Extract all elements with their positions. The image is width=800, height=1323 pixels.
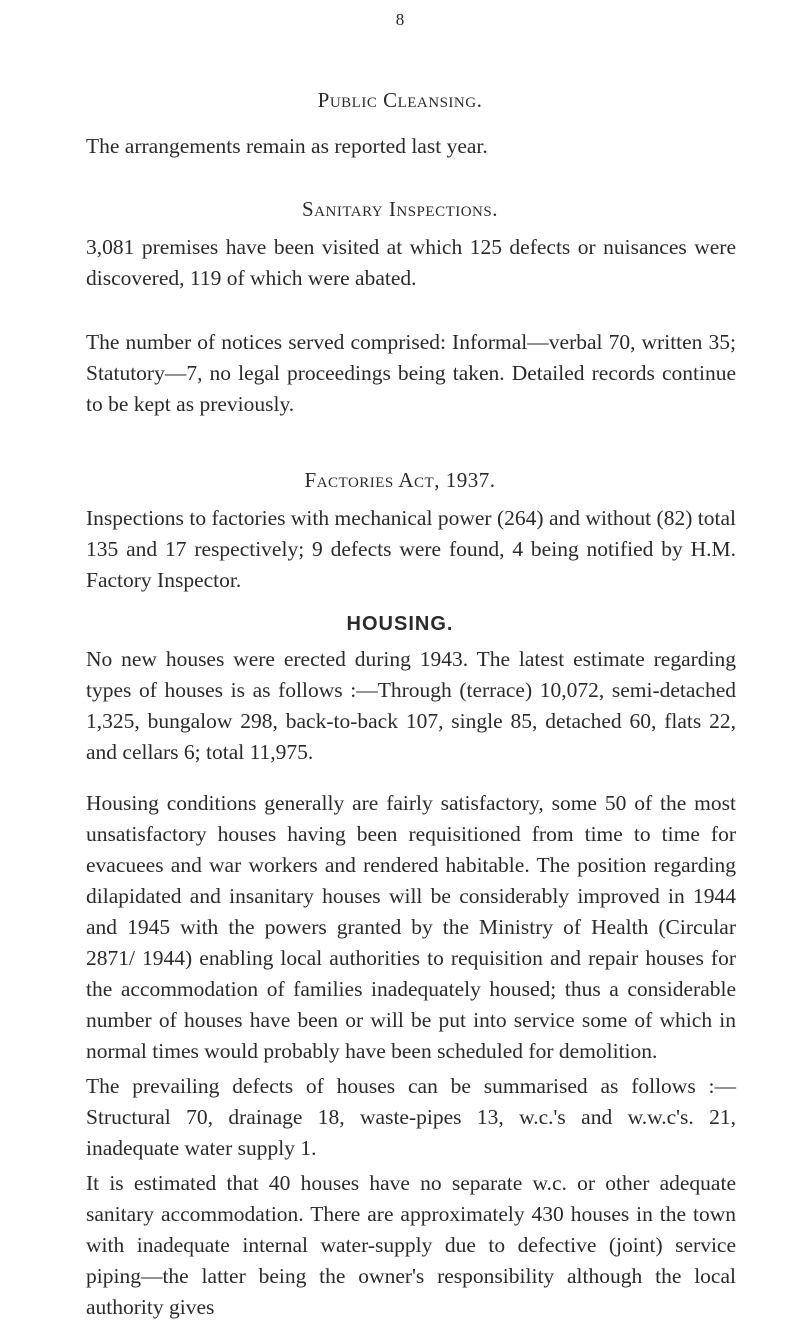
page-number: 8 [395, 10, 405, 29]
sanitary-inspections-paragraph-2: The number of notices served comprised: Informal—verbal 70, written 35; Statutory—7, no legal proceedings being taken. Detailed records continue to be kept as previously. [86, 330, 736, 416]
housing-paragraph-2: Housing conditions generally are fairly satisfactory, some 50 of the most unsatisfactory houses having been requisitioned from time to time for evacuees and war workers and rendered habitable. The position regarding dilapidated and insanitary houses will be considerably improved in 1944 and 1945 with the powers granted by the Ministry of Health (Circular 2871/ 1944) enabling local authorities to requisition and repair houses for the accommodation of families inadequately housed; thus a considerable number of houses have been or will be put into service some of which in normal times would probably have been scheduled for demolition. [86, 791, 736, 1063]
sanitary-inspections-paragraph-1: 3,081 premises have been visited at which 125 defects or nuisances were discovered, 119 of which were abated. [86, 235, 736, 290]
housing-heading: HOUSING. [346, 613, 454, 635]
housing-paragraph-3: The prevailing defects of houses can be summarised as follows :—Structural 70, drainage 18, waste-pipes 13, w.c.'s and w.w.c's. 21, inadequate water supply 1. [86, 1074, 736, 1160]
housing-paragraph-4: It is estimated that 40 houses have no separate w.c. or other adequate sanitary accommodation. There are approximately 430 houses in the town with inadequate internal water-supply due to defective (joint) service piping—the latter being the owner's responsibility although the local authority gives [86, 1171, 736, 1319]
factories-act-paragraph-1: Inspections to factories with mechanical power (264) and without (82) total 135 and 17 respectively; 9 defects were found, 4 being notified by H.M. Factory Inspector. [86, 506, 736, 592]
public-cleansing-paragraph-1: The arrangements remain as reported last year. [86, 134, 488, 158]
factories-act-heading: Factories Act, 1937. [304, 468, 496, 492]
housing-paragraph-1: No new houses were erected during 1943. The latest estimate regarding types of houses is as follows :—Through (terrace) 10,072, semi-detached 1,325, bungalow 298, back-to-back 107, single 85, detached 60, flats 22, and cellars 6; total 11,975. [86, 647, 736, 764]
public-cleansing-heading: Public Cleansing. [317, 88, 483, 112]
sanitary-inspections-heading: Sanitary Inspections. [302, 197, 498, 221]
